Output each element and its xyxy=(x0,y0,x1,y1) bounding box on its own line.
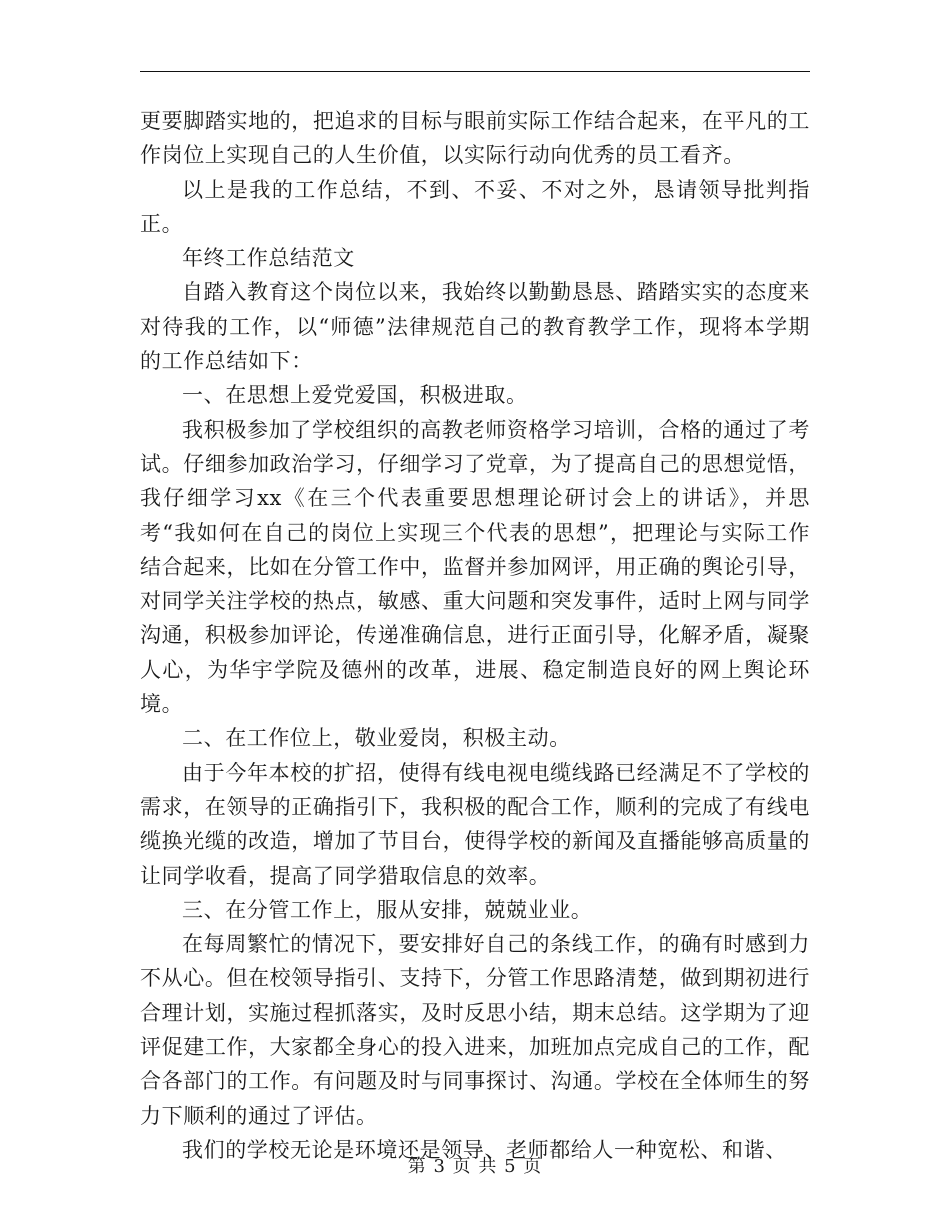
paragraph-1: 我积极参加了学校组织的高教老师资格学习培训，合格的通过了考试。仔细参加政治学习，仔细学习了党章，为了提高自己的思想觉悟，我仔细学习xx《在三个代表重要思想理论研讨会上的讲话》，并思考“我如何在自己的岗位上实现三个代表的思想”，把理论与实际工作结合起来，比如在分管工作中，监督并参加网评，用正确的舆论引导，对同学关注学校的热点，敏感、重大问题和突发事件，适时上网与同学沟通，积极参加评论，传递准确信息，进行正面引导，化解矛盾，凝聚人心，为华宇学院及德州的改革，进展、稳定制造良好的网上舆论环境。 xyxy=(140,417,810,717)
page-number-footer: 第 3 页 共 5 页 xyxy=(407,1156,543,1177)
paragraph-intro: 自踏入教育这个岗位以来，我始终以勤勤恳恳、踏踏实实的态度来对待我的工作，以“师德”法律规范自己的教育教学工作，现将本学期的工作总结如下： xyxy=(140,280,810,374)
section-title: 年终工作总结范文 xyxy=(182,246,355,271)
heading-3: 三、在分管工作上，服从安排，兢兢业业。 xyxy=(182,897,593,922)
paragraph-closing-remark: 以上是我的工作总结，不到、不妥、不对之外，恳请领导批判指正。 xyxy=(140,177,810,236)
paragraph-4: 我们的学校无论是环境还是领导、老师都给人一种宽松、和谐、 xyxy=(182,1137,787,1162)
paragraph-continuation: 更要脚踏实地的，把追求的目标与眼前实际工作结合起来，在平凡的工作岗位上实现自己的人生价值，以实际行动向优秀的员工看齐。 xyxy=(140,109,810,168)
paragraph-2: 由于今年本校的扩招，使得有线电视电缆线路已经满足不了学校的需求，在领导的正确指引下，我积极的配合工作，顺利的完成了有线电缆换光缆的改造，增加了节目台，使得学校的新闻及直播能够高质量的让同学收看，提高了同学猎取信息的效率。 xyxy=(140,760,810,888)
heading-2: 二、在工作位上，敬业爱岗，积极主动。 xyxy=(182,726,571,751)
header-rule xyxy=(140,71,810,72)
heading-1: 一、在思想上爱党爱国，积极进取。 xyxy=(182,383,528,408)
paragraph-3: 在每周繁忙的情况下，要安排好自己的条线工作，的确有时感到力不从心。但在校领导指引、支持下，分管工作思路清楚，做到期初进行合理计划，实施过程抓落实，及时反思小结，期末总结。这学期为了迎评促建工作，大家都全身心的投入进来，加班加点完成自己的工作，配合各部门的工作。有问题及时与同事探讨、沟通。学校在全体师生的努力下顺利的通过了评估。 xyxy=(140,932,810,1128)
document-body xyxy=(140,104,810,1167)
